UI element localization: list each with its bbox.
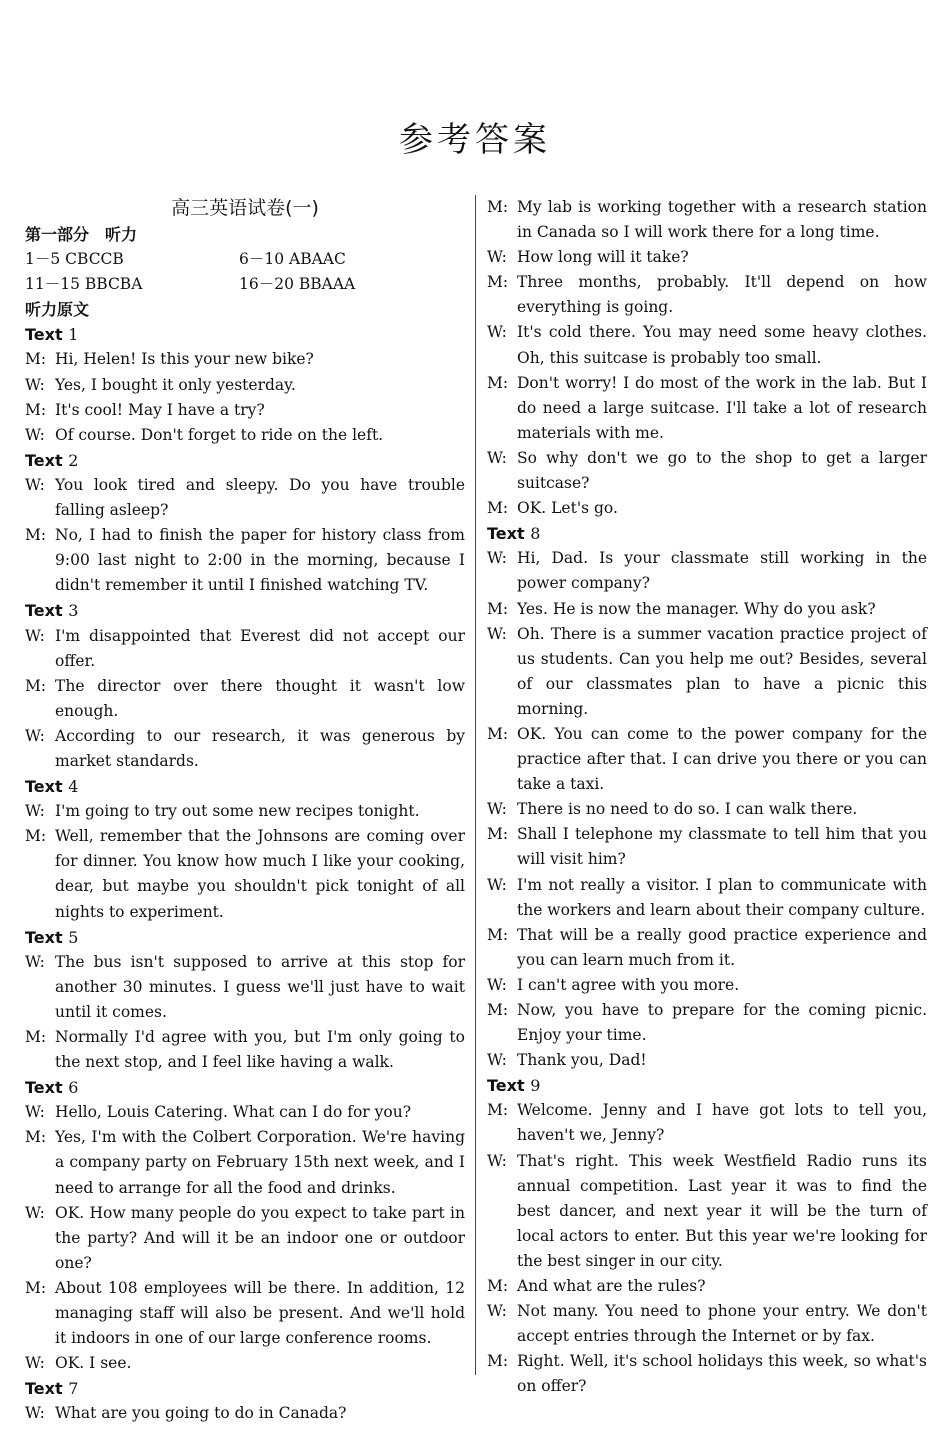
speaker-label: W: xyxy=(487,448,507,467)
dialogue-line xyxy=(25,398,465,423)
dialogue-text: Hi, Helen! Is this your new bike? xyxy=(55,350,314,369)
dialogue-text: That will be a really good practice experience and you can learn much from it. xyxy=(517,925,927,969)
speaker-label: W: xyxy=(25,726,45,745)
speaker-label: M: xyxy=(487,1101,509,1120)
dialogue-text: I'm going to try out some new recipes tonight. xyxy=(55,802,420,821)
dialogue-line xyxy=(487,1149,927,1274)
dialogue-line xyxy=(487,873,927,923)
dialogue-line xyxy=(25,1401,465,1426)
dialogue-line xyxy=(25,373,465,398)
answer-group: 6－10 ABAAC xyxy=(239,250,346,269)
text-heading-label: Text xyxy=(25,450,63,470)
dialogue-line xyxy=(25,1351,465,1376)
speaker-label: W: xyxy=(487,975,507,994)
dialogue-text: Shall I telephone my classmate to tell him that you will visit him? xyxy=(517,825,927,869)
left-column xyxy=(25,195,465,1427)
dialogue-text: My lab is working together with a research station in Canada so I will work there for a long time. xyxy=(517,198,927,242)
dialogue-text: You look tired and sleepy. Do you have trouble falling asleep? xyxy=(55,475,465,520)
dialogue-text: That's right. This week Westfield Radio runs its annual competition. Last year it was to find the best dancer, and next year it will be the turn of local actors to enter. But this year we're looking for the best singer in our city. xyxy=(517,1151,927,1270)
dialogue-text: Yes. He is now the manager. Why do you ask? xyxy=(517,599,876,618)
speaker-label: M: xyxy=(487,1277,509,1296)
dialogue-text: Normally I'd agree with you, but I'm only going to the next stop, and I feel like having a walk. xyxy=(55,1028,465,1072)
text-heading-label: Text xyxy=(25,1078,63,1098)
speaker-label: W: xyxy=(25,802,45,821)
dialogue-text: Hi, Dad. Is your classmate still working in the power company? xyxy=(517,549,927,593)
text-heading-number: 5 xyxy=(68,927,79,947)
text-heading xyxy=(25,774,465,799)
answer-group: 16－20 BBAAA xyxy=(239,275,356,294)
dialogue-line xyxy=(25,824,465,924)
dialogue-line xyxy=(487,797,927,822)
right-column xyxy=(487,195,927,1400)
dialogue-line xyxy=(25,473,465,523)
page-title: 参考答案 xyxy=(399,120,551,160)
dialogue-text: Well, remember that the Johnsons are coming over for dinner. You know how much I like your cooking, dear, but maybe you shouldn't pick tonight of all nights to experiment. xyxy=(55,827,465,921)
dialogue-line xyxy=(487,822,927,872)
dialogue-line xyxy=(487,446,927,496)
text-heading-label: Text xyxy=(25,325,63,345)
dialogue-line xyxy=(487,597,927,622)
text-heading-number: 6 xyxy=(68,1078,79,1098)
dialogue-line xyxy=(25,1201,465,1276)
text-heading-label: Text xyxy=(25,601,63,621)
paper-title: 高三英语试卷(一) xyxy=(171,197,319,219)
dialogue-line xyxy=(487,1274,927,1299)
speaker-label: W: xyxy=(25,1354,45,1373)
text-heading xyxy=(25,598,465,623)
speaker-label: M: xyxy=(487,599,509,618)
speaker-label: W: xyxy=(25,375,45,394)
text-heading-number: 1 xyxy=(68,325,79,345)
dialogue-line xyxy=(487,1048,927,1073)
dialogue-text: Thank you, Dad! xyxy=(517,1051,647,1070)
dialogue-text: I can't agree with you more. xyxy=(517,975,740,994)
dialogue-line xyxy=(487,1349,927,1399)
dialogue-text: Hello, Louis Catering. What can I do for you? xyxy=(55,1103,412,1122)
dialogue-line xyxy=(487,973,927,998)
speaker-label: M: xyxy=(487,825,509,844)
text-heading xyxy=(25,322,465,347)
dialogue-text: OK. You can come to the power company for the practice after that. I can drive you there or you can take a taxi. xyxy=(517,724,927,794)
dialogue-text: It's cool! May I have a try? xyxy=(55,400,265,419)
speaker-label: M: xyxy=(25,827,47,846)
speaker-label: W: xyxy=(487,323,507,342)
answer-row xyxy=(25,272,465,297)
speaker-label: M: xyxy=(25,350,47,369)
dialogue-line xyxy=(487,371,927,446)
dialogue-text: According to our research, it was generous by market standards. xyxy=(55,726,465,770)
dialogue-text: Now, you have to prepare for the coming picnic. Enjoy your time. xyxy=(517,1001,927,1045)
dialogue-text: Yes, I bought it only yesterday. xyxy=(55,375,296,394)
speaker-label: W: xyxy=(487,248,507,267)
speaker-label: M: xyxy=(487,499,509,518)
text-heading xyxy=(25,1376,465,1401)
dialogue-line xyxy=(25,423,465,448)
dialogue-text: There is no need to do so. I can walk there. xyxy=(517,800,858,819)
speaker-label: W: xyxy=(487,800,507,819)
right-transcript xyxy=(487,195,927,1400)
dialogue-line xyxy=(487,722,927,797)
dialogue-text: The bus isn't supposed to arrive at this stop for another 30 minutes. I guess we'll just have to wait until it comes. xyxy=(55,952,465,1021)
dialogue-line xyxy=(487,496,927,521)
dialogue-text: OK. How many people do you expect to take part in the party? And will it be an indoor one or outdoor one? xyxy=(55,1203,465,1272)
dialogue-line xyxy=(25,950,465,1025)
dialogue-line xyxy=(487,320,927,370)
text-heading xyxy=(25,925,465,950)
dialogue-text: No, I had to finish the paper for history class from 9:00 last night to 2:00 in the morning, because I didn't remember it until I finished watching TV. xyxy=(55,526,465,595)
speaker-label: M: xyxy=(487,373,509,392)
dialogue-line xyxy=(487,546,927,596)
speaker-label: M: xyxy=(487,724,509,743)
text-heading-label: Text xyxy=(25,1379,63,1399)
dialogue-text: Oh. There is a summer vacation practice project of us students. Can you help me out? Besides, several of our classmates plan to have a picnic this morning. xyxy=(517,624,927,718)
left-transcript xyxy=(25,322,465,1426)
text-heading-label: Text xyxy=(487,1076,525,1096)
speaker-label: W: xyxy=(25,952,45,971)
speaker-label: W: xyxy=(25,626,45,645)
dialogue-line xyxy=(25,799,465,824)
section-title: 第一部分 听力 xyxy=(25,225,138,244)
dialogue-line xyxy=(487,1098,927,1148)
dialogue-line xyxy=(25,1125,465,1200)
dialogue-text: Of course. Don't forget to ride on the left. xyxy=(55,425,384,444)
transcript-title: 听力原文 xyxy=(25,300,90,320)
speaker-label: M: xyxy=(25,1028,47,1046)
dialogue-line xyxy=(25,624,465,674)
text-heading-label: Text xyxy=(25,777,63,797)
speaker-label: W: xyxy=(25,1203,45,1222)
text-heading-number: 9 xyxy=(530,1076,541,1096)
dialogue-line xyxy=(487,998,927,1048)
dialogue-line xyxy=(487,1299,927,1349)
speaker-label: M: xyxy=(25,1278,47,1297)
answer-group: 11－15 BBCBA xyxy=(25,275,143,294)
speaker-label: W: xyxy=(487,1151,507,1170)
speaker-label: M: xyxy=(487,273,509,292)
dialogue-line xyxy=(25,1276,465,1351)
dialogue-line xyxy=(487,622,927,722)
dialogue-line xyxy=(487,245,927,270)
dialogue-text: What are you going to do in Canada? xyxy=(55,1404,347,1423)
dialogue-text: OK. I see. xyxy=(55,1354,132,1373)
answer-group: 1－5 CBCCB xyxy=(25,250,124,269)
speaker-label: W: xyxy=(487,875,507,894)
text-heading xyxy=(487,1073,927,1098)
speaker-label: M: xyxy=(487,925,509,944)
speaker-label: W: xyxy=(487,1051,507,1070)
text-heading xyxy=(487,521,927,546)
speaker-label: M: xyxy=(25,676,47,695)
speaker-label: M: xyxy=(487,198,509,216)
dialogue-line xyxy=(25,1025,465,1075)
text-heading-number: 3 xyxy=(68,601,79,621)
dialogue-text: It's cold there. You may need some heavy clothes. Oh, this suitcase is probably too small. xyxy=(517,323,927,367)
dialogue-text: Yes, I'm with the Colbert Corporation. We're having a company party on February 15th next week, and I need to arrange for all the food and drinks. xyxy=(55,1128,465,1197)
speaker-label: M: xyxy=(25,526,47,545)
dialogue-line xyxy=(487,195,927,245)
dialogue-text: Three months, probably. It'll depend on how everything is going. xyxy=(517,273,927,317)
dialogue-text: I'm disappointed that Everest did not accept our offer. xyxy=(55,626,465,670)
dialogue-text: Don't worry! I do most of the work in the lab. But I do need a large suitcase. I'll take a lot of research materials with me. xyxy=(517,373,927,442)
speaker-label: M: xyxy=(25,1128,47,1147)
speaker-label: M: xyxy=(487,1001,509,1019)
text-heading-label: Text xyxy=(487,524,525,544)
speaker-label: W: xyxy=(25,1103,45,1122)
text-heading-number: 8 xyxy=(530,524,541,544)
column-divider xyxy=(475,195,476,1375)
text-heading-number: 4 xyxy=(68,777,79,797)
text-heading-number: 7 xyxy=(68,1379,79,1399)
dialogue-text: So why don't we go to the shop to get a larger suitcase? xyxy=(517,448,927,493)
text-heading xyxy=(25,1075,465,1100)
dialogue-text: And what are the rules? xyxy=(517,1277,706,1296)
answer-row xyxy=(25,247,465,272)
speaker-label: W: xyxy=(487,624,507,643)
dialogue-text: OK. Let's go. xyxy=(517,499,618,518)
dialogue-text: Right. Well, it's school holidays this week, so what's on offer? xyxy=(517,1352,927,1396)
dialogue-line xyxy=(25,1100,465,1125)
dialogue-line xyxy=(25,674,465,724)
speaker-label: W: xyxy=(487,549,507,568)
text-heading xyxy=(25,448,465,473)
dialogue-line xyxy=(25,523,465,598)
dialogue-line xyxy=(487,270,927,320)
speaker-label: W: xyxy=(25,1404,45,1423)
dialogue-line xyxy=(25,724,465,774)
dialogue-text: Not many. You need to phone your entry. We don't accept entries through the Internet or by fax. xyxy=(517,1302,927,1346)
speaker-label: W: xyxy=(487,1302,507,1321)
text-heading-label: Text xyxy=(25,927,63,947)
dialogue-text: About 108 employees will be there. In addition, 12 managing staff will also be present. And we'll hold it indoors in one of our large conference rooms. xyxy=(55,1278,465,1348)
speaker-label: W: xyxy=(25,425,45,444)
dialogue-text: I'm not really a visitor. I plan to communicate with the workers and learn about their company culture. xyxy=(517,875,927,919)
speaker-label: W: xyxy=(25,475,45,494)
speaker-label: M: xyxy=(25,400,47,419)
dialogue-text: Welcome. Jenny and I have got lots to tell you, haven't we, Jenny? xyxy=(517,1101,927,1145)
dialogue-text: The director over there thought it wasn't low enough. xyxy=(55,676,465,720)
dialogue-text: How long will it take? xyxy=(517,248,689,267)
speaker-label: M: xyxy=(487,1352,509,1371)
text-heading-number: 2 xyxy=(68,450,79,470)
dialogue-line xyxy=(487,923,927,973)
dialogue-line xyxy=(25,347,465,372)
